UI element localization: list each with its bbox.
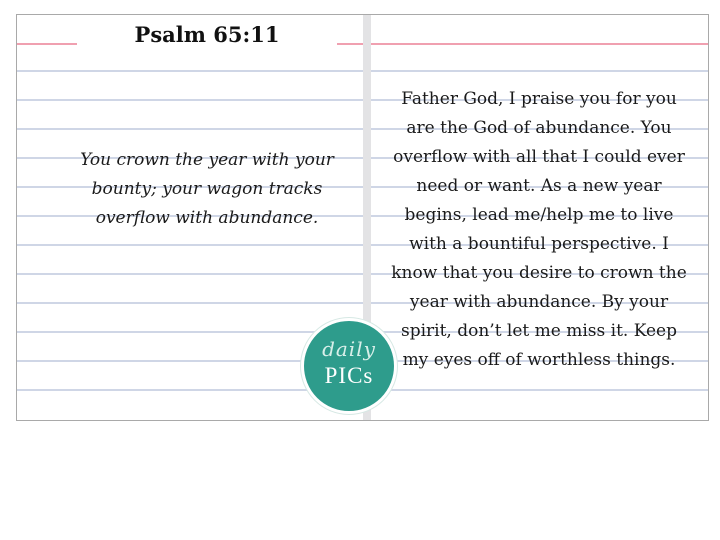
verse-text: You crown the year with your bounty; your wagon tracks overflow with abundance. — [80, 150, 334, 228]
prayer-text: Father God, I praise you for you are the God of abundance. You overflow with all that I could ever need or want. As a new year begins, lead me/help me to live with a bountiful perspective. I know that you desire to crown the year with abundance. By your spirit, don’t let me miss it. Keep my eyes off of worthless things. — [391, 89, 687, 370]
logo-pics-text: PICs — [324, 363, 374, 388]
daily-pics-logo — [301, 318, 397, 414]
logo-daily-text: daily — [322, 337, 376, 361]
card-title: Psalm 65:11 — [77, 21, 337, 49]
